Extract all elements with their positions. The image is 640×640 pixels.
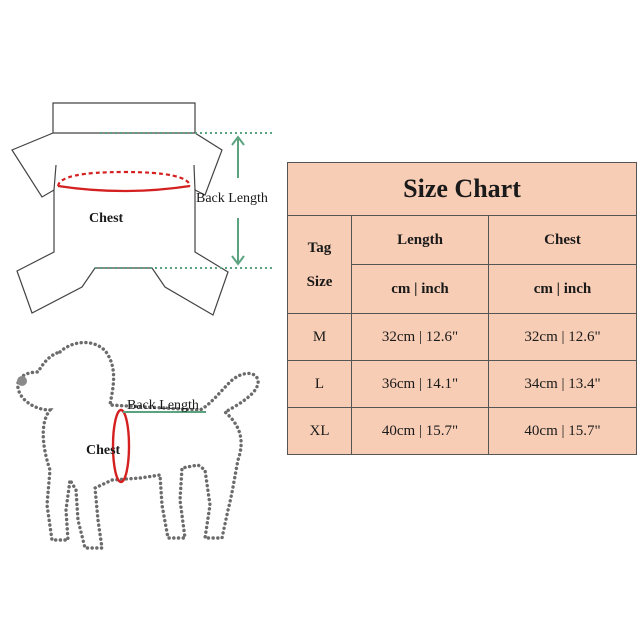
chest-unit-header: cm | inch [489, 265, 637, 314]
size-header: Size [306, 273, 333, 290]
table-header-row [288, 216, 637, 265]
shirt-back-length-label: Back Length [196, 191, 268, 206]
chest-cell: 34cm | 13.4" [489, 361, 637, 408]
table-row [288, 361, 637, 408]
shirt-chest-measure [58, 172, 190, 191]
length-cell: 36cm | 14.1" [352, 361, 489, 408]
chest-cell: 32cm | 12.6" [489, 314, 637, 361]
size-chart-title: Size Chart [288, 163, 637, 216]
size-chart-table [287, 162, 637, 455]
length-cell: 40cm | 15.7" [352, 408, 489, 455]
chest-header: Chest [489, 216, 637, 265]
length-unit-header: cm | inch [352, 265, 489, 314]
tag-header: Tag [307, 239, 332, 256]
table-row [288, 408, 637, 455]
shirt-outline [12, 103, 228, 315]
chest-cell: 40cm | 15.7" [489, 408, 637, 455]
size-cell: M [288, 314, 352, 361]
dog-chest-label: Chest [86, 443, 121, 458]
table-row [288, 314, 637, 361]
shirt-chest-label: Chest [89, 211, 124, 226]
length-header: Length [352, 216, 489, 265]
size-cell: XL [288, 408, 352, 455]
tag-size-header [288, 216, 352, 314]
dog-back-length-label: Back Length [127, 398, 199, 413]
table-title-row [288, 163, 637, 216]
dog-outline [17, 343, 258, 548]
length-cell: 32cm | 12.6" [352, 314, 489, 361]
size-cell: L [288, 361, 352, 408]
